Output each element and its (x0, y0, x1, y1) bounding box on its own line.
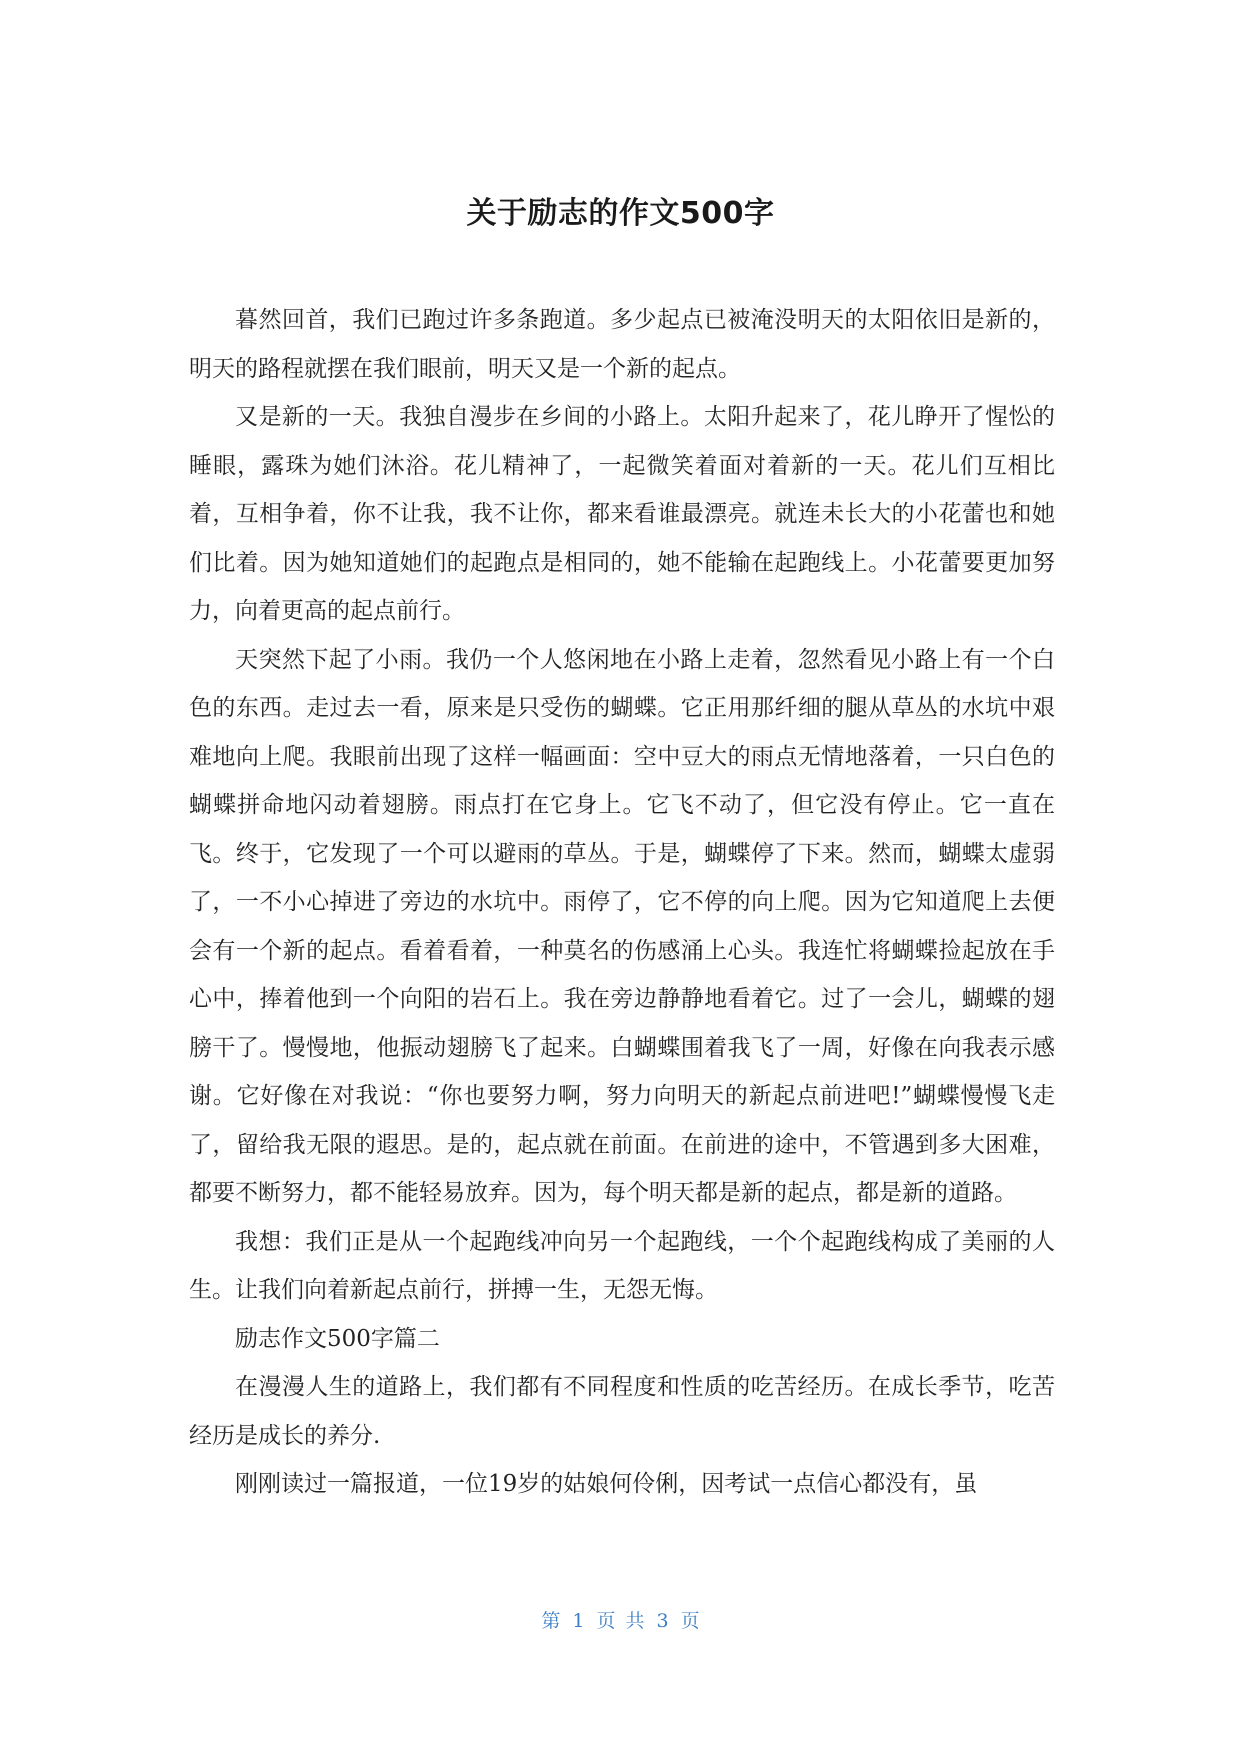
document-body (189, 296, 1055, 1509)
paragraph: 在漫漫人生的道路上，我们都有不同程度和性质的吃苦经历。在成长季节，吃苦经历是成长的养分. (189, 1374, 1055, 1449)
paragraph: 刚刚读过一篇报道，一位19岁的姑娘何伶俐，因考试一点信心都没有，虽 (235, 1471, 978, 1497)
total-pages-number: 3 (656, 1610, 669, 1632)
paragraph: 暮然回首，我们已跑过许多条跑道。多少起点已被淹没明天的太阳依旧是新的，明天的路程就摆在我们眼前，明天又是一个新的起点。 (189, 307, 1055, 382)
paragraph: 我想：我们正是从一个起跑线冲向另一个起跑线，一个个起跑线构成了美丽的人生。让我们向着新起点前行，拼搏一生，无怨无悔。 (189, 1228, 1055, 1303)
page-label-prefix: 第 (541, 1610, 561, 1632)
page-label-suffix: 页 (680, 1610, 700, 1632)
paragraph: 又是新的一天。我独自漫步在乡间的小路上。太阳升起来了，花儿睁开了惺忪的睡眼，露珠为她们沐浴。花儿精神了，一起微笑着面对着新的一天。花儿们互相比着，互相争着，你不让我，我不让你，都来看谁最漂亮。就连未长大的小花蕾也和她们比着。因为她知道她们的起跑点是相同的，她不能输在起跑线上。小花蕾要更加努力，向着更高的起点前行。 (189, 404, 1055, 624)
section-heading: 励志作文500字篇二 (235, 1325, 440, 1352)
document-title: 关于励志的作文500字 (466, 196, 775, 231)
page-label-mid: 页 共 (596, 1610, 645, 1632)
page-footer (0, 1606, 1241, 1633)
paragraph: 天突然下起了小雨。我仍一个人悠闲地在小路上走着，忽然看见小路上有一个白色的东西。走过去一看，原来是只受伤的蝴蝶。它正用那纤细的腿从草丛的水坑中艰难地向上爬。我眼前出现了这样一幅画面：空中豆大的雨点无情地落着，一只白色的蝴蝶拼命地闪动着翅膀。雨点打在它身上。它飞不动了，但它没有停止。它一直在飞。终于，它发现了一个可以避雨的草丛。于是，蝴蝶停了下来。然而，蝴蝶太虚弱了，一不小心掉进了旁边的水坑中。雨停了，它不停的向上爬。因为它知道爬上去便会有一个新的起点。看着看着，一种莫名的伤感涌上心头。我连忙将蝴蝶捡起放在手心中，捧着他到一个向阳的岩石上。我在旁边静静地看着它。过了一会儿，蝴蝶的翅膀干了。慢慢地，他振动翅膀飞了起来。白蝴蝶围着我飞了一周，好像在向我表示感谢。它好像在对我说：“你也要努力啊，努力向明天的新起点前进吧!”蝴蝶慢慢飞走了，留给我无限的遐思。是的，起点就在前面。在前进的途中，不管遇到多大困难，都要不断努力，都不能轻易放弃。因为，每个明天都是新的起点，都是新的道路。 (189, 646, 1055, 1206)
current-page-number: 1 (572, 1610, 585, 1632)
